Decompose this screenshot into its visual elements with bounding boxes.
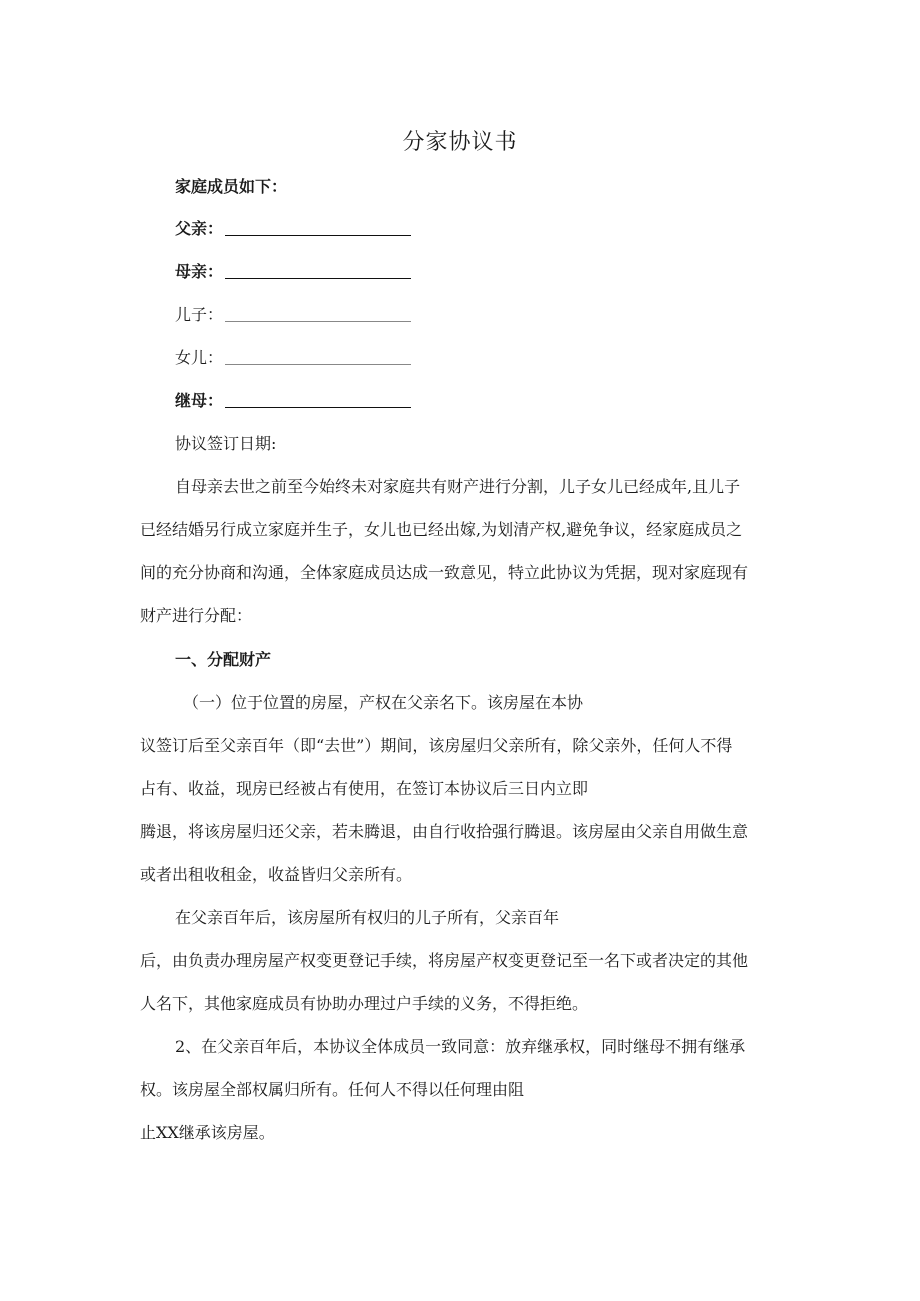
clause1-line: 或者出租收租金，收益皆归父亲所有。: [140, 865, 413, 884]
clause3-line: 止XX继承该房屋。: [140, 1123, 275, 1142]
daughter-field: [175, 348, 411, 368]
section1-heading: 一、分配财产: [175, 650, 272, 669]
sign-date-label: 协议签订日期:: [175, 434, 277, 453]
clause3-line: 2、在父亲百年后，本协议全体成员一致同意：放弃继承权，同时继母不拥有继承: [175, 1037, 746, 1056]
daughter-label: 女儿：: [175, 348, 224, 367]
mother-field: [175, 262, 411, 282]
clause3-line: 权。该房屋全部权属归所有。任何人不得以任何理由阻: [140, 1080, 525, 1099]
mother-blank-line: [225, 278, 411, 279]
clause1-line: 占有、收益，现房已经被占有使用，在签订本协议后三日内立即: [140, 779, 589, 798]
father-label: 父亲：: [175, 219, 224, 238]
clause2-line: 在父亲百年后，该房屋所有权归的儿子所有，父亲百年: [175, 908, 560, 927]
intro-line: 已经结婚另行成立家庭并生子，女儿也已经出嫁,为划清产权,避免争议，经家庭成员之: [140, 520, 743, 539]
intro-line: 间的充分协商和沟通，全体家庭成员达成一致意见，特立此协议为凭据，现对家庭现有: [140, 563, 749, 582]
members-heading: 家庭成员如下：: [175, 177, 288, 196]
son-field: [175, 305, 411, 325]
stepmother-blank-line: [225, 407, 411, 408]
clause2-line: 后，由负责办理房屋产权变更登记手续，将房屋产权变更登记至一名下或者决定的其他: [140, 951, 749, 970]
intro-line: 自母亲去世之前至今始终未对家庭共有财产进行分割，儿子女儿已经成年,且儿子: [175, 477, 741, 496]
father-field: [175, 219, 411, 239]
stepmother-label: 继母：: [175, 391, 224, 410]
son-label: 儿子：: [175, 305, 224, 324]
daughter-blank-line: [225, 364, 411, 365]
son-blank-line: [225, 321, 411, 322]
father-blank-line: [225, 235, 411, 236]
clause1-line: 腾退，将该房屋归还父亲，若未腾退，由自行收拾强行腾退。该房屋由父亲自用做生意: [140, 822, 749, 841]
document-title: 分家协议书: [402, 130, 518, 155]
clause1-line: 议签订后至父亲百年（即“去世”）期间，该房屋归父亲所有，除父亲外，任何人不得: [140, 736, 733, 755]
clause2-line: 人名下，其他家庭成员有协助办理过户手续的义务，不得拒绝。: [140, 994, 589, 1013]
mother-label: 母亲：: [175, 262, 224, 281]
intro-line: 财产进行分配：: [140, 606, 253, 625]
clause1-line: （一）位于位置的房屋，产权在父亲名下。该房屋在本协: [183, 693, 584, 712]
stepmother-field: [175, 391, 411, 411]
